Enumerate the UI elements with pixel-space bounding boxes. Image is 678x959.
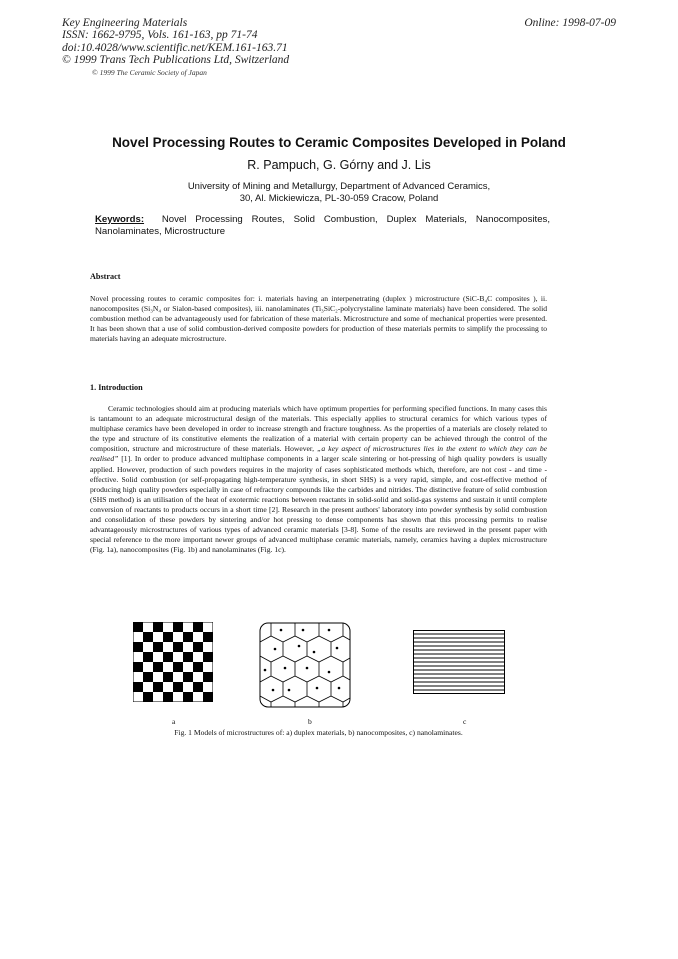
society-line: © 1999 The Ceramic Society of Japan bbox=[92, 68, 207, 77]
intro-text-b: [1]. In order to produce advanced multiphase components in a larger scale sintering or hot-pressing of high quality powders is usually applied. However, production of such powders requires in the majority of cases sophisticated methods which, therefore, are not cost - and time - effective. Solid combustion (or self-propagating high-temperature synthesis, in short SHS) is a very rapid, simple, and cost-effective method of producing high quality powders especially in case of refractory compounds like the carbides and nitrides. The distinctive feature of solid combustion (SHS method) is an utilisation of the heat of exotermic reactions between reactants in solid-solid and solid-gas systems and sustain it until complete conversion of reactants to products occurs in a short time [2]. Research in the present authors' laboratory into powder synthesis by solid combustion and consolidation of these powders by sintering and/or hot pressing to dense components has shown that this processing permits to realise advantageously microstructures of various types of advanced ceramic materials [3-8]. Some of the results are reviewed in the present paper with special reference to the more important newer groups of advanced multiphase ceramic materials, namely, ceramics having a duplex microstructure (Fig. 1a), nanocomposites (Fig. 1b) and nanolaminates (Fig. 1c). bbox=[90, 454, 547, 555]
copyright-line: © 1999 Trans Tech Publications Ltd, Switzerland bbox=[62, 54, 290, 67]
checker-cell bbox=[133, 622, 143, 632]
checker-cell bbox=[143, 632, 153, 642]
checker-cell bbox=[143, 652, 153, 662]
checker-cell bbox=[193, 662, 203, 672]
checker-cell bbox=[163, 672, 173, 682]
affiliation-line-1: University of Mining and Metallurgy, Department of Advanced Ceramics, bbox=[187, 181, 491, 192]
figure-caption: Fig. 1 Models of microstructures of: a) duplex materials, b) nanocomposites, c) nanolaminates. bbox=[174, 728, 463, 737]
checker-cell bbox=[193, 642, 203, 652]
checker-cell bbox=[133, 642, 143, 652]
keywords-label: Keywords: bbox=[95, 214, 145, 225]
checker-cell bbox=[173, 622, 183, 632]
affiliation bbox=[0, 181, 678, 205]
checker-cell bbox=[183, 632, 193, 642]
checker-cell bbox=[183, 692, 193, 702]
checker-cell bbox=[203, 652, 213, 662]
figure-b-nanocomposite bbox=[259, 622, 351, 708]
checker-cell bbox=[153, 662, 163, 672]
figure-label-a: a bbox=[172, 717, 176, 726]
checker-cell bbox=[183, 672, 193, 682]
doi-line: doi:10.4028/www.scientific.net/KEM.161-163.71 bbox=[62, 41, 288, 54]
intro-paragraph bbox=[90, 404, 547, 555]
keywords bbox=[95, 214, 550, 237]
checker-cell bbox=[173, 642, 183, 652]
checker-cell bbox=[173, 682, 183, 692]
intro-text bbox=[90, 404, 547, 555]
online-date: Online: 1998-07-09 bbox=[524, 17, 616, 29]
checker-cell bbox=[153, 622, 163, 632]
checker-cell bbox=[153, 682, 163, 692]
intro-quote: „a key aspect of microstructures lies in the extent to which they can be realised” bbox=[90, 444, 547, 464]
checker-cell bbox=[183, 652, 193, 662]
checker-cell bbox=[143, 672, 153, 682]
checker-cell bbox=[153, 642, 163, 652]
intro-heading: 1. Introduction bbox=[90, 383, 143, 392]
checker-cell bbox=[133, 662, 143, 672]
checker-cell bbox=[203, 672, 213, 682]
checker-cell bbox=[143, 692, 153, 702]
affiliation-line-2: 30, Al. Mickiewicza, PL-30-059 Cracow, Poland bbox=[239, 193, 439, 204]
journal-name: Key Engineering Materials bbox=[62, 17, 188, 29]
checker-cell bbox=[133, 682, 143, 692]
abstract-heading: Abstract bbox=[90, 272, 121, 281]
figure-label-c: c bbox=[463, 717, 467, 726]
checker-cell bbox=[173, 662, 183, 672]
checker-cell bbox=[163, 632, 173, 642]
issn-line: ISSN: 1662-9795, Vols. 161-163, pp 71-74 bbox=[62, 29, 258, 42]
checker-cell bbox=[163, 692, 173, 702]
abstract-paragraph: Novel processing routes to ceramic composites for: i. materials having an interpenetrating (duplex ) microstructure (SiC-B₄C composites ), ii. nanocomposites (Si₃N₄ or Sialon-based composites), iii. nanolaminates (Ti₃SiC₂-polycrystaline laminate materials) have been considered. The solid combustion method can be advantageously used for fabrication of these materials. Microstructure and some of mechanical properties were presented. It has been shown that a use of solid combustion-derived composite powders for production of these materials permits to simplify the processing to materials having an adequate microstructure. bbox=[90, 294, 547, 344]
checker-cell bbox=[203, 692, 213, 702]
checker-cell bbox=[193, 622, 203, 632]
checker-cell bbox=[203, 632, 213, 642]
intro-text-a: Ceramic technologies should aim at producing materials which have optimum properties for performing specified functions. In many cases this is tantamount to an adequate microstructural design of the materials. This especially applies to structural ceramics for which various types of multiphase ceramics have been developed in order to increase strength and fracture toughness. As the properties of a materials are closely related to the type and structure of its constitutive elements the realization of a material with certain property can be achieved through the control of the composition, structure and microstructure of these materials. However, bbox=[90, 404, 547, 454]
checker-cell bbox=[163, 652, 173, 662]
keywords-text: Novel Processing Routes, Solid Combustion, Duplex Materials, Nanocomposites, Nanolaminates, Microstructure bbox=[95, 214, 550, 237]
figure-c-nanolaminate bbox=[413, 630, 505, 694]
figure-label-b: b bbox=[308, 717, 312, 726]
header-block bbox=[62, 17, 289, 67]
abstract-text bbox=[90, 294, 547, 344]
checker-cell bbox=[193, 682, 203, 692]
paper-title: Novel Processing Routes to Ceramic Composites Developed in Poland bbox=[112, 135, 566, 150]
paper-authors: R. Pampuch, G. Górny and J. Lis bbox=[247, 158, 431, 172]
figure-a-duplex bbox=[133, 622, 213, 702]
